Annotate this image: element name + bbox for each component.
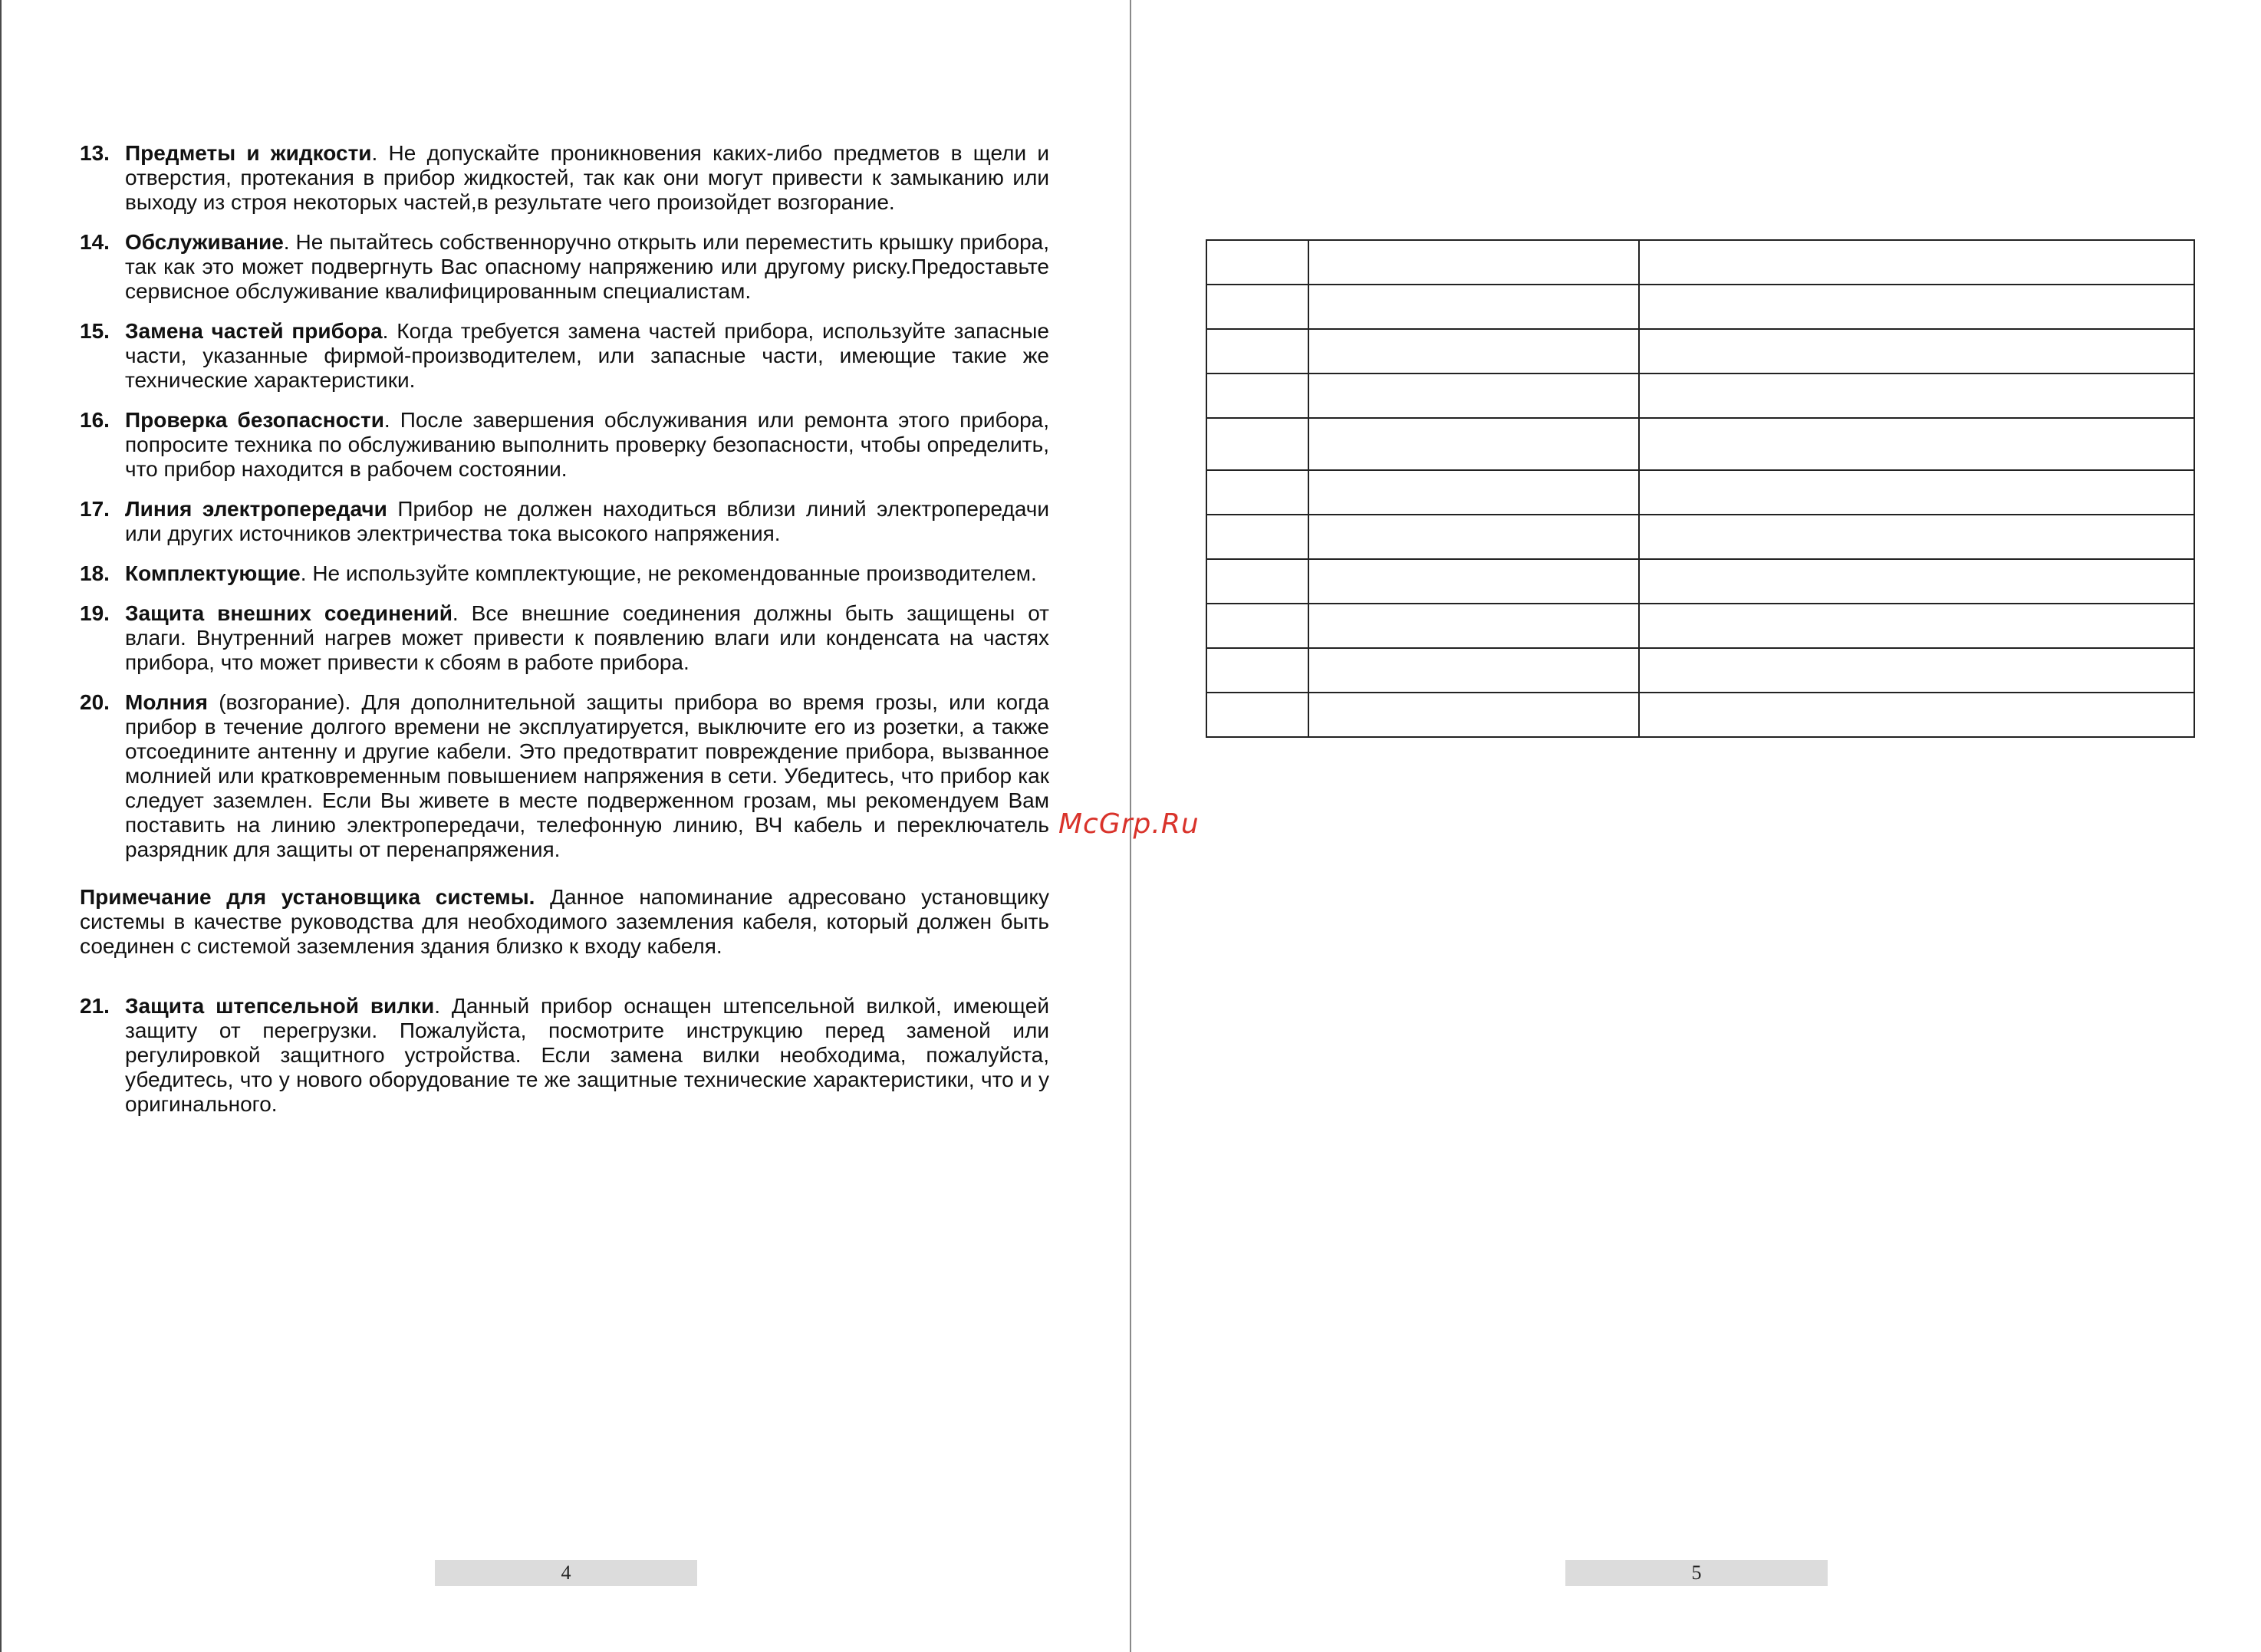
safety-item-17 bbox=[80, 497, 1049, 546]
table-cell bbox=[1308, 418, 1639, 470]
table-cell bbox=[1639, 329, 2194, 374]
item-title: Молния bbox=[125, 690, 208, 714]
item-body: . Все внешние соединения должны быть защищены от влаги. Внутренний нагрев может привести к появлению влаги или конденсата на частях прибора, что может привести к сбоям в работе прибора. bbox=[125, 601, 1049, 674]
table-cell bbox=[1639, 515, 2194, 559]
table-row bbox=[1206, 648, 2194, 693]
item-title: Защита штепсельной вилки bbox=[125, 994, 435, 1018]
table-cell bbox=[1308, 374, 1639, 418]
table-cell bbox=[1206, 285, 1308, 329]
table-cell bbox=[1206, 693, 1308, 737]
installer-note bbox=[80, 885, 1049, 959]
item-number: 21. bbox=[80, 994, 110, 1018]
note-title: Примечание для установщика системы. bbox=[80, 885, 535, 909]
table-cell bbox=[1206, 418, 1308, 470]
item-title: Предметы и жидкости bbox=[125, 141, 372, 165]
item-title: Обслуживание bbox=[125, 230, 284, 254]
safety-item-21 bbox=[80, 994, 1049, 1117]
table-cell bbox=[1206, 240, 1308, 285]
item-text bbox=[125, 319, 1049, 393]
item-text bbox=[125, 561, 1049, 586]
safety-item-14 bbox=[80, 230, 1049, 304]
table-row bbox=[1206, 515, 2194, 559]
safety-item-20 bbox=[80, 690, 1049, 862]
item-text bbox=[125, 408, 1049, 482]
item-number: 13. bbox=[80, 141, 110, 165]
table-row bbox=[1206, 329, 2194, 374]
left-page-content bbox=[80, 141, 1049, 1132]
page-edge bbox=[0, 0, 2, 1652]
item-number: 20. bbox=[80, 690, 110, 714]
item-text bbox=[125, 994, 1049, 1117]
blank-table bbox=[1206, 239, 2195, 738]
item-body: (возгорание). Для дополнительной защиты прибора во время грозы, или когда прибор в течение долгого времени не эксплуатируется, выключите его из розетки, а также отсоедините антенну и другие кабели. Это предотвратит повреждение прибора, вызванное молнией или кратковременным повышением напряжения в сети. Убедитесь, что прибор как следует заземлен. Если Вы живете в месте подверженном грозам, мы рекомендуем Вам поставить на линию электропередачи, телефонную линию, ВЧ кабель и переключатель разрядник для защиты от перенапряжения. bbox=[125, 690, 1049, 861]
table-row bbox=[1206, 240, 2194, 285]
item-text bbox=[125, 230, 1049, 304]
table-cell bbox=[1639, 693, 2194, 737]
safety-item-18 bbox=[80, 561, 1049, 586]
safety-item-16 bbox=[80, 408, 1049, 482]
item-number: 19. bbox=[80, 601, 110, 625]
item-body: . После завершения обслуживания или ремонта этого прибора, попросите техника по обслуживанию выполнить проверку безопасности, чтобы определить, что прибор находится в рабочем состоянии. bbox=[125, 408, 1050, 481]
table-row bbox=[1206, 470, 2194, 515]
table-cell bbox=[1639, 285, 2194, 329]
table-cell bbox=[1308, 648, 1639, 693]
item-title: Комплектующие bbox=[125, 561, 301, 585]
item-title: Проверка безопасности bbox=[125, 408, 384, 432]
empty-grid-table bbox=[1206, 239, 2195, 738]
safety-item-19 bbox=[80, 601, 1049, 675]
item-text bbox=[125, 497, 1049, 546]
item-body: . Не допускайте проникновения каких-либо предметов в щели и отверстия, протекания в прибор жидкостей, так как они могут привести к замыканию или выходу из строя некоторых частей,в результате чего произойдет возгорание. bbox=[125, 141, 1050, 214]
item-text bbox=[125, 141, 1049, 215]
table-cell bbox=[1639, 604, 2194, 648]
table-cell bbox=[1206, 648, 1308, 693]
table-cell bbox=[1206, 470, 1308, 515]
table-cell bbox=[1308, 240, 1639, 285]
page-number-right: 5 bbox=[1565, 1560, 1828, 1586]
item-text bbox=[125, 690, 1049, 862]
item-title: Защита внешних соединений bbox=[125, 601, 453, 625]
item-body: . Не используйте комплектующие, не рекомендованные производителем. bbox=[300, 561, 1037, 585]
page-number-left: 4 bbox=[435, 1560, 697, 1586]
table-cell bbox=[1206, 604, 1308, 648]
item-body: . Данный прибор оснащен штепсельной вилкой, имеющей защиту от перегрузки. Пожалуйста, посмотрите инструкцию перед заменой или регулировкой защитного устройства. Если замена вилки необходима, пожалуйста, убедитесь, что у нового оборудование те же защитные технические характеристики, что и у оригинального. bbox=[125, 994, 1049, 1116]
table-cell bbox=[1206, 374, 1308, 418]
item-number: 15. bbox=[80, 319, 110, 343]
item-title: Замена частей прибора bbox=[125, 319, 383, 343]
table-row bbox=[1206, 559, 2194, 604]
table-row bbox=[1206, 374, 2194, 418]
table-cell bbox=[1639, 240, 2194, 285]
table-cell bbox=[1206, 515, 1308, 559]
watermark-logo-text: McGrp.Ru bbox=[1058, 808, 1200, 840]
table-row bbox=[1206, 418, 2194, 470]
table-row bbox=[1206, 604, 2194, 648]
note-body: Данное напоминание адресовано установщику системы в качестве руководства для необходимого заземления кабеля, который должен быть соединен с системой заземления здания близко к входу кабеля. bbox=[80, 885, 1049, 958]
item-body: Прибор не должен находиться вблизи линий электропередачи или других источников электричества тока высокого напряжения. bbox=[125, 497, 1049, 545]
table-cell bbox=[1639, 418, 2194, 470]
table-cell bbox=[1308, 515, 1639, 559]
table-cell bbox=[1308, 329, 1639, 374]
table-cell bbox=[1639, 470, 2194, 515]
item-body: . Когда требуется замена частей прибора, используйте запасные части, указанные фирмой-производителем, или запасные части, имеющие такие же технические характеристики. bbox=[125, 319, 1049, 392]
item-text bbox=[125, 601, 1049, 675]
table-cell bbox=[1308, 693, 1639, 737]
table-cell bbox=[1308, 285, 1639, 329]
item-title: Линия электропередачи bbox=[125, 497, 387, 521]
item-number: 18. bbox=[80, 561, 110, 585]
table-cell bbox=[1639, 559, 2194, 604]
safety-item-13 bbox=[80, 141, 1049, 215]
table-cell bbox=[1206, 329, 1308, 374]
table-row bbox=[1206, 285, 2194, 329]
table-row bbox=[1206, 693, 2194, 737]
item-number: 14. bbox=[80, 230, 110, 254]
table-cell bbox=[1639, 374, 2194, 418]
table-cell bbox=[1308, 604, 1639, 648]
item-number: 17. bbox=[80, 497, 110, 521]
table-cell bbox=[1308, 559, 1639, 604]
safety-item-15 bbox=[80, 319, 1049, 393]
item-body: . Не пытайтесь собственноручно открыть или переместить крышку прибора, так как это может подвергнуть Вас опасному напряжению или другому риску.Предоставьте сервисное обслуживание квалифицированным специалистам. bbox=[125, 230, 1049, 303]
table-cell bbox=[1308, 470, 1639, 515]
item-number: 16. bbox=[80, 408, 110, 432]
table-cell bbox=[1639, 648, 2194, 693]
table-cell bbox=[1206, 559, 1308, 604]
